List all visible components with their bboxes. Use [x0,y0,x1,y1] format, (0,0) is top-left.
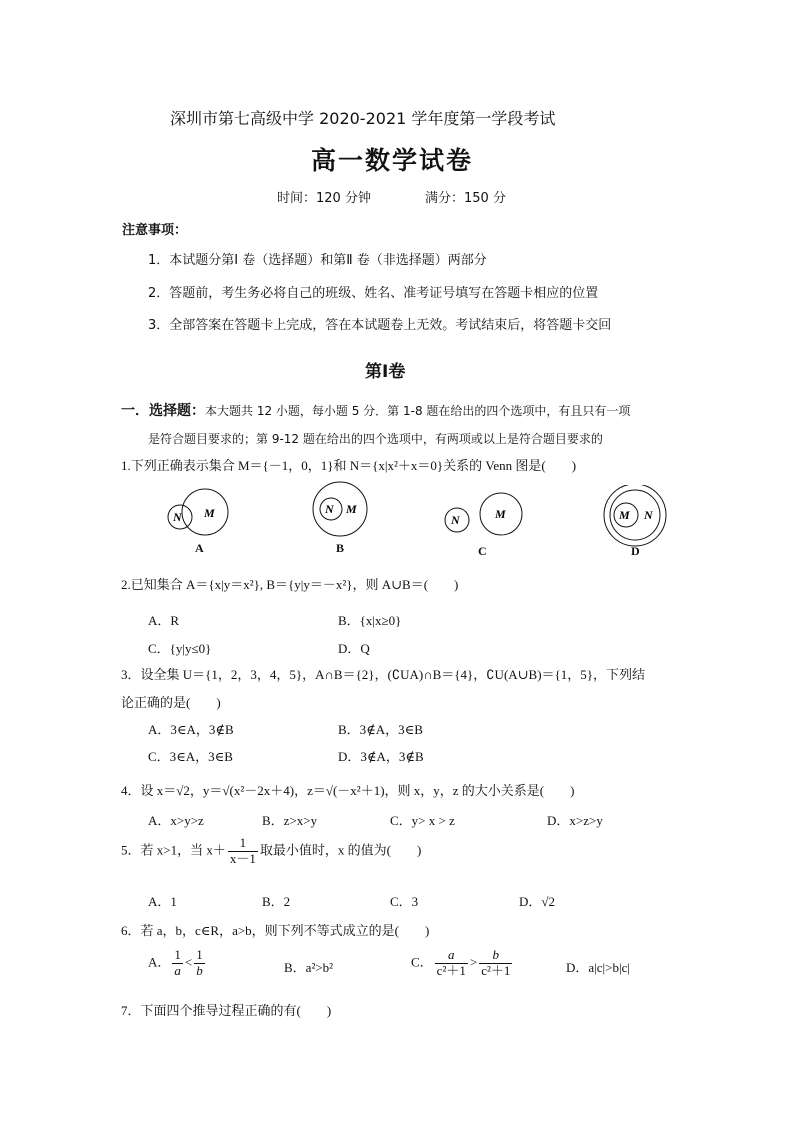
question-2-stem: 2.已知集合 A＝{x|y＝x²}, B＝{y|y＝－x²}，则 A∪B＝( ) [121,577,459,592]
venn-d-n-label: N [644,508,653,522]
question-5-option-d: D．√2 [519,894,556,909]
question-4-option-a: A．x>y>z [148,813,204,828]
question-3-option-c: C．3∈A，3∈B [148,749,233,764]
question-6-option-a [148,948,207,979]
venn-b-m-label: M [346,502,357,516]
venn-option-c: C [478,544,487,558]
note-item-3: 3．全部答案在答题卡上完成，答在本试题卷上无效。考试结束后，将答题卡交回 [148,318,612,333]
question-5-option-a: A．1 [148,894,177,909]
question-5-fraction-numerator: 1 [228,836,258,852]
exam-full-score: 满分：150 分 [425,191,506,206]
question-5-option-c: C．3 [390,894,419,909]
section-one-title: 选择题： [149,403,205,419]
question-6-option-c-operator: > [469,954,478,970]
question-6-option-c-label: C． [411,954,433,970]
venn-diagram-a [160,486,240,546]
question-7-stem: 7．下面四个推导过程正确的有( ) [121,1003,332,1018]
question-5-stem-post: 取最小值时，x 的值为( ) [259,842,422,858]
question-3-stem-line-2: 论正确的是( ) [121,695,221,710]
question-3-option-d: D．3∉A，3∉B [338,749,424,764]
question-4-option-d: D．x>z>y [547,813,603,828]
question-4-option-b: B．z>x>y [262,813,318,828]
exam-time: 时间：120 分钟 [277,191,371,206]
section-one-label: 一． [121,403,149,419]
question-3-option-b: B．3∉A，3∈B [338,722,423,737]
venn-option-a: A [195,541,204,555]
question-5-fraction-denominator: x－1 [229,850,256,866]
question-6-option-d: D．a|c|>b|c| [566,960,630,975]
fraction-numerator: 1 [196,947,203,962]
exam-title: 高一数学试卷 [311,146,474,175]
question-4-stem: 4．设 x＝√2，y＝√(x²－2x＋4)，z＝√(－x²＋1)，则 x，y，z 的大小关系是( ) [121,783,575,798]
question-5-fraction [228,836,258,867]
fraction-denominator: b [196,962,203,978]
venn-diagram-c [440,490,540,540]
fraction-denominator: c²＋1 [481,962,511,978]
venn-d-m-label: M [619,508,630,522]
question-1-stem: 1.下列正确表示集合 M＝{－1，0，1}和 N＝{x|x²＋x＝0}关系的 Venn 图是( ) [121,458,577,473]
section-one-desc-1: 本大题共 12 小题，每小题 5 分．第 1-8 题在给出的四个选项中，有且只有一项 [205,404,631,418]
section-one-heading [121,400,630,420]
note-item-1: 1．本试题分第Ⅰ 卷（选择题）和第Ⅱ 卷（非选择题）两部分 [148,253,487,268]
notes-heading: 注意事项： [122,223,188,238]
school-exam-title: 深圳市第七高级中学 2020-2021 学年度第一学段考试 [170,109,556,128]
fraction-denominator: c²＋1 [436,962,466,978]
fraction-numerator: 1 [174,947,181,962]
venn-option-d: D [631,544,640,558]
question-6-option-a-right-fraction [194,948,205,979]
venn-a-n-label: N [173,510,182,524]
question-3-stem-line-1: 3．设全集 U＝{1，2，3，4，5}，A∩B＝{2}，(∁UA)∩B＝{4}，∁U(A∪B)＝{1，5}，下列结 [121,667,646,682]
section-one-desc-2: 是符合题目要求的；第 9-12 题在给出的四个选项中，有两项或以上是符合题目要求的 [148,432,603,446]
venn-diagram-b [306,481,376,541]
question-6-option-c-left-fraction [435,948,468,979]
question-6-option-a-left-fraction [172,948,183,979]
question-6-option-a-operator: < [184,954,193,970]
question-2-option-a: A．R [148,613,180,628]
venn-c-n-label: N [451,513,460,527]
note-item-2: 2．答题前，考生务必将自己的班级、姓名、准考证号填写在答题卡相应的位置 [148,286,599,301]
question-6-option-c-right-fraction [479,948,512,979]
question-2-option-d: D．Q [338,641,370,656]
venn-diagram-d [601,485,671,547]
question-6-option-a-label: A． [148,954,171,970]
question-6-option-c [411,948,514,979]
question-5-stem-pre: 5．若 x>1，当 x＋ [121,842,226,858]
venn-a-m-label: M [204,506,215,520]
part-one-title: 第Ⅰ卷 [365,362,406,382]
question-4-option-c: C．y> x > z [390,813,455,828]
question-3-option-a: A．3∈A，3∉B [148,722,234,737]
question-5-option-b: B．2 [262,894,291,909]
fraction-denominator: a [174,962,181,978]
venn-b-n-label: N [325,502,334,516]
question-5-stem [121,836,421,867]
venn-option-b: B [336,541,345,555]
question-6-option-b: B．a²>b² [284,960,334,975]
venn-c-m-label: M [495,507,506,521]
question-2-option-b: B．{x|x≥0} [338,613,402,628]
fraction-numerator: b [479,948,512,964]
question-2-option-c: C．{y|y≤0} [148,641,212,656]
question-6-stem: 6．若 a，b，c∈R，a>b，则下列不等式成立的是( ) [121,923,430,938]
fraction-numerator: a [435,948,468,964]
